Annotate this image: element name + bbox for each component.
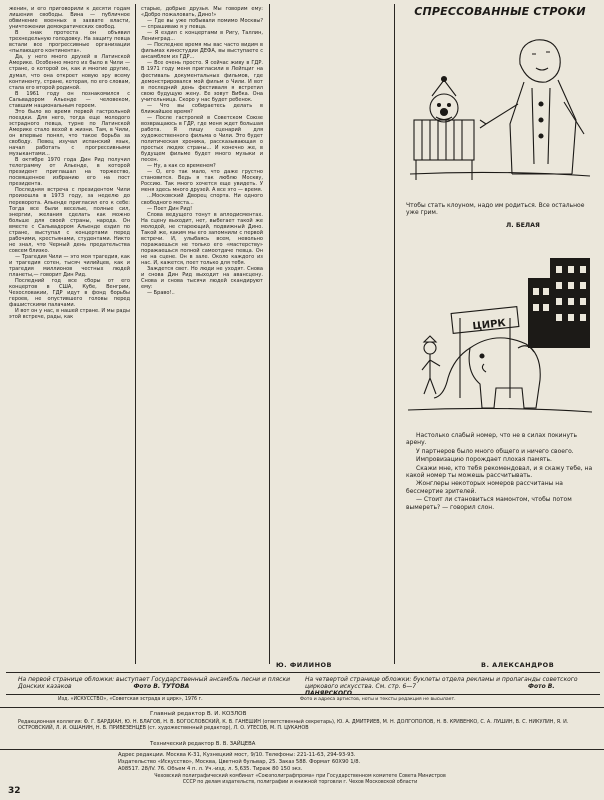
column-divider — [394, 4, 395, 664]
clown-cartoon — [400, 24, 598, 198]
divider — [6, 672, 600, 673]
paragraph: Слова ведущего тонут в аплодисментах. На сцену выходит, нет, выбегает такой же молодой, не стареющий, подвижный Дино. Такой же, каким мы его запомнили с первой встречи. И, улыбаясь всем, невольно поражаешься не только его «мастерству» поражаешься полной самоотдаче певца. Он не на сцене. Он в зале. Около каждого из нас. И, кажется, поет только для тебя. — [141, 211, 263, 266]
paragraph: женин, и его приговорили к десяти годам лишения свободы. Вина — публичное обвинение военных в захвате власти, уничтожении демократических свобод. — [9, 6, 130, 31]
photo-credit: Фото В. ТУТОВА — [133, 683, 190, 690]
column-divider — [269, 4, 270, 664]
paragraph: — Поет Дин Рид! — [147, 205, 193, 212]
divider — [0, 749, 604, 750]
paragraph: Это было во время первой гастрольной поездки. Для него, тогда еще молодого эстрадного певца, турне по Латинской Америке стало вехой в жизни. Там, в Чили, он впервые понял, что такое борьба за свободу. Певец изучал испанский язык, начал работать с прогрессивными музыкантами... — [9, 108, 130, 158]
aphorism: Жонглеры некоторых номеров рассчитаны на бессмертие зрителей. — [406, 480, 563, 495]
paragraph: Последний год все сборы от его концертов в США, Кубе, Венгрии, Чехословакии, ГДР идут в фонд борьбы героев, не опустившего головы перед фашистскими палачами. — [9, 278, 130, 309]
page-number: 32 — [8, 786, 21, 796]
technical-editor: Технический редактор В. В. ЗАЙЦЕВА — [150, 741, 256, 747]
paragraph: — Ну, а как со временем? — [147, 163, 216, 170]
editorial-board: Редакционная коллегия: Ф. Г. БАРДИАН, Ю. Н. БЛАГОВ, Н. В. БОГОСЛОВСКИЙ, К. В. ГАНЕШИН (ответственный секретарь), Ю. А. ДМИТРИЕВ, М. Н. ДОЛГОПОЛОВ, Н. В. КРИВЕНКО, С. А. ЛУШИН, В. С. НИКУЛИН, Я. И. ОСТРОВСКИЙ, Л. И. ОШАНИН, Н. В. ПРИВЕЗЕНЦЕВ (ст. художественный редактор), Л. О. УТЕСОВ, М. П. ЦУКАНОВ — [18, 719, 569, 731]
aphorism-author: Л. БЕЛАЯ — [506, 222, 540, 229]
article-column-1 — [9, 6, 130, 656]
paragraph: И вот он у нас, в нашей стране. И мы рады этой встрече, рады, как — [9, 308, 130, 321]
aphorisms-list — [406, 432, 596, 512]
paragraph: В 1961 году он познакомился с Сальвадором Альенде — человеком, ставшим национальным героем. — [9, 90, 130, 109]
column-divider — [135, 4, 136, 664]
editorial-address: Адрес редакции. Москва К-31, Кузнецкий мост, 9/10. Телефоны: 221-11-63, 294-93-93. — [118, 752, 356, 758]
paragraph: ...Московский Дворец спорта. Ни одного свободного места... — [141, 193, 263, 206]
divider — [6, 694, 600, 695]
elephant-circus-cartoon — [400, 248, 598, 426]
paragraph: — После гастролей в Советском Союзе возвращаюсь в ГДР, где меня ждет большая работа. Я пишу сценарий для художественного фильма о Чили. Это будет политическая хроника, рассказывающая о простых людях страны... И конечно же, в будущем фильме будет много музыки и песен. — [141, 114, 263, 164]
circus-sign-text: ЦИРК — [472, 317, 507, 333]
aphorism-caption: Чтобы стать клоуном, надо им родиться. Все остальное уже грим. — [406, 202, 585, 216]
aphorism: Скажи мне, кто тебя рекомендовал, и я скажу тебе, на какой номер ты можешь рассчитывать. — [406, 464, 593, 480]
aphorism: Настолько слабый номер, что не в силах покинуть арену. — [406, 432, 578, 447]
aphorism: — Стоит ли становиться мамонтом, чтобы потом вымереть? — говорил слон. — [406, 496, 572, 511]
print-details: А08517. 28/IV. 76. Объем 4 п. л. Уч.-изд. л. 5,635. Тираж 80 150 экз. — [118, 766, 303, 772]
paragraph: В знак протеста он объявил трехнедельную голодовку. На защиту певца встали все прогрессивные организации «пылающего континента». — [9, 30, 130, 55]
aphorism: У партнеров было много общего и ничего своего. — [416, 447, 574, 455]
publisher-address: Издательство «Искусство», Москва, Цветной бульвар, 25. Заказ 588. Формат 60Х90 1/8. — [118, 759, 361, 765]
credit-text: На четвертой странице обложки: буклеты отдела рекламы и пропаганды советского циркового искусства. См. стр. 6—7 — [305, 676, 578, 690]
author-signature: В. АЛЕКСАНДРОВ — [481, 661, 555, 669]
divider — [0, 707, 604, 708]
paragraph: Да, у него много друзей в Латинской Америке. Особенно много их было в Чили — стране, о которой он, как и многие другие, думал, что она откроет новую эру всему континенту, стране, которая, по его словам, стала его второй родиной. — [9, 54, 130, 91]
section-title: СПРЕССОВАННЫЕ СТРОКИ — [414, 5, 586, 18]
paragraph: — Все очень просто. Я сейчас живу в ГДР. В 1971 году меня пригласили в Лейпциг на фестиваль документальных фильмов, где демонстрировался мой фильм о Чили. И вот в последний день фестиваля я встретил свою будущую жену. Ее зовут Вибка. Она учительница. Скоро у нас будет ребенок. — [141, 60, 263, 103]
paragraph: В октябре 1970 года Дин Рид получил телеграмму от Альенде, в которой президент приглашал на торжество, посвященное избранию его на пост президента. — [9, 157, 130, 188]
paragraph: — О, его так мало, что даже грустно становится. Ведь я так люблю Москву, Россию. Так много хочется еще увидеть. У меня здесь много друзей. А все это — время. — [141, 169, 263, 194]
paragraph: — Последнее время мы вас часто видим в фильмах киностудии ДЕФА, вы выступаете с ансамблем из ГДР... — [141, 42, 263, 61]
aphorism: Импровизацию порождает плохая память. — [416, 456, 552, 464]
paragraph: старые, добрые друзья. Мы говорим ему: «Добро пожаловать, Дино!» — [141, 6, 263, 19]
publisher-line: Изд. «ИСКУССТВО», «Советская эстрада и цирк», 1976 г. — [58, 697, 203, 702]
paragraph: Заждется свет. Но люди не уходят. Снова и снова Дин Рид выходит на авансцену. Снова и снова тысячи людей скандируют ему: — [141, 266, 263, 291]
printer-info: Чеховский полиграфический комбинат «Союзполиграфпрома» при Государственном комитете Совета Министров СССР по делам издательств, полиграфии и книжной торговли г. Чехов Московской области — [154, 774, 446, 785]
credit-text: На первой странице обложки: выступает Государственный ансамбль песни и пляски Донских казаков — [18, 676, 290, 690]
author-signature: Ю. ФИЛИНОВ — [276, 661, 333, 669]
article-column-2 — [141, 6, 263, 656]
paragraph: — Где вы уже побывали помимо Москвы? — спрашиваю я у певца. — [141, 18, 263, 31]
paragraph: — Что вы собираетесь делать в ближайшее время? — [141, 102, 263, 115]
photo-credit: Фото В. — [528, 683, 555, 690]
paragraph: Последняя встреча с президентом Чили произошла в 1973 году, за неделю до переворота. Альенде пригласил его к себе: Тогда все были веселые, полные сил, энергии, желания сделать как можно больше для своей страны, народа. Он вместе с Сальвадором Альенде ездил по стране, выступал с концертами перед рабочими, крестьянами, студентами. Никто не знал, что Черный день предательства совсем близко. — [9, 187, 130, 254]
chief-editor: Главный редактор В. И. КОЗЛОВ — [150, 711, 247, 717]
paragraph: — Трагедия Чили — это моя трагедия, как и трагедия сотен, тысяч чилийцев, как и трагедия миллионов честных людей планеты,— говорит Дин Рид. — [9, 253, 130, 279]
paragraph: — Браво!.. — [147, 290, 175, 297]
paragraph: — Я ездил с концертами в Ригу, Таллин, Ленинград... — [141, 30, 263, 43]
cover-credit-front — [18, 676, 290, 690]
publisher-note: Фото и адреса артистов, ноты и тексты редакция не высылает. — [300, 697, 456, 702]
